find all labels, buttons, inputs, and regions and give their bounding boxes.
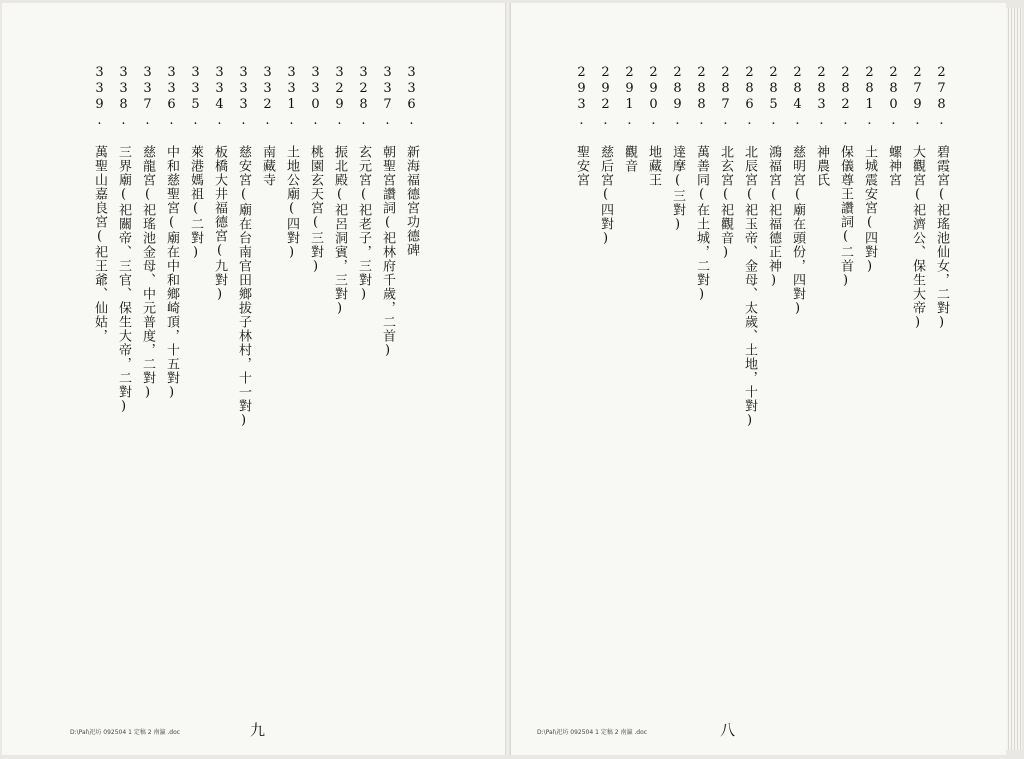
list-item: 338. 三界廟(祀關帝、三官、保生大帝，二對) xyxy=(116,65,131,415)
list-item: 281. 土城震安宮(四對) xyxy=(862,65,877,275)
list-item: 328. 玄元宮(祀老子，三對) xyxy=(356,65,371,303)
list-item: 339. 萬聖山嘉良宮(祀王爺、仙姑， xyxy=(92,65,107,343)
page-number: 八 xyxy=(720,721,736,739)
list-item: 292. 慈后宮(四對) xyxy=(598,65,613,247)
list-item: 337. 慈龍宮(祀瑤池金母、中元普度，二對) xyxy=(140,65,155,401)
footer-note: D:\Pal\祀坊 092504 1 定稿 2 南瀛 .doc xyxy=(70,729,181,736)
right-entries-block xyxy=(569,65,953,665)
right-page xyxy=(509,3,1006,755)
page-number: 九 xyxy=(250,721,266,739)
list-item: 332. 南藏寺 xyxy=(260,65,275,187)
list-item: 278. 碧霞宮(祀瑤池仙女，二對) xyxy=(934,65,949,331)
list-item: 336. 中和慈聖宮(廟在中和鄉崎頂，十五對) xyxy=(164,65,179,401)
list-item: 288. 萬善同(在土城，二對) xyxy=(694,65,709,303)
list-item: 330. 桃園玄天宮(三對) xyxy=(308,65,323,275)
list-item: 285. 鴻福宮(祀福德正神) xyxy=(766,65,781,289)
list-item: 291. 觀音 xyxy=(622,65,637,173)
list-item: 283. 神農氏 xyxy=(814,65,829,187)
list-item: 290. 地藏王 xyxy=(646,65,661,187)
book-gutter xyxy=(505,3,511,755)
list-item: 335. 萊港媽祖(二對) xyxy=(188,65,203,261)
list-item: 337. 朝聖宮讚詞(祀林府千歲，二首) xyxy=(380,65,395,359)
list-item: 334. 板橋大井福德宮(九對) xyxy=(212,65,227,303)
list-item: 329. 振北殿(祀呂洞賓，三對) xyxy=(332,65,347,317)
list-item: 331. 土地公廟(四對) xyxy=(284,65,299,261)
list-item: 282. 保儀尊王讚詞(二首) xyxy=(838,65,853,289)
page-edges xyxy=(1006,8,1022,750)
list-item: 289. 達摩(三對) xyxy=(670,65,685,233)
list-item: 284. 慈明宮(廟在頭份，四對) xyxy=(790,65,805,317)
list-item: 287. 北玄宮(祀觀音) xyxy=(718,65,733,261)
list-item: 293. 聖安宮 xyxy=(574,65,589,187)
list-item: 336. 新海福德宮功德碑 xyxy=(404,65,419,257)
list-item: 279. 大觀宮(祀濟公、保生大帝) xyxy=(910,65,925,331)
left-page xyxy=(2,3,508,755)
footer-note: D:\Pal\祀坊 092504 1 定稿 2 南瀛 .doc xyxy=(537,729,648,736)
list-item: 280. 螺神宮 xyxy=(886,65,901,187)
list-item: 286. 北辰宮(祀玉帝、金母、太歲、土地，十對) xyxy=(742,65,757,429)
list-item: 333. 慈安宮(廟在台南官田鄉拔子林村，十一對) xyxy=(236,65,251,429)
left-upper-block xyxy=(87,65,423,665)
